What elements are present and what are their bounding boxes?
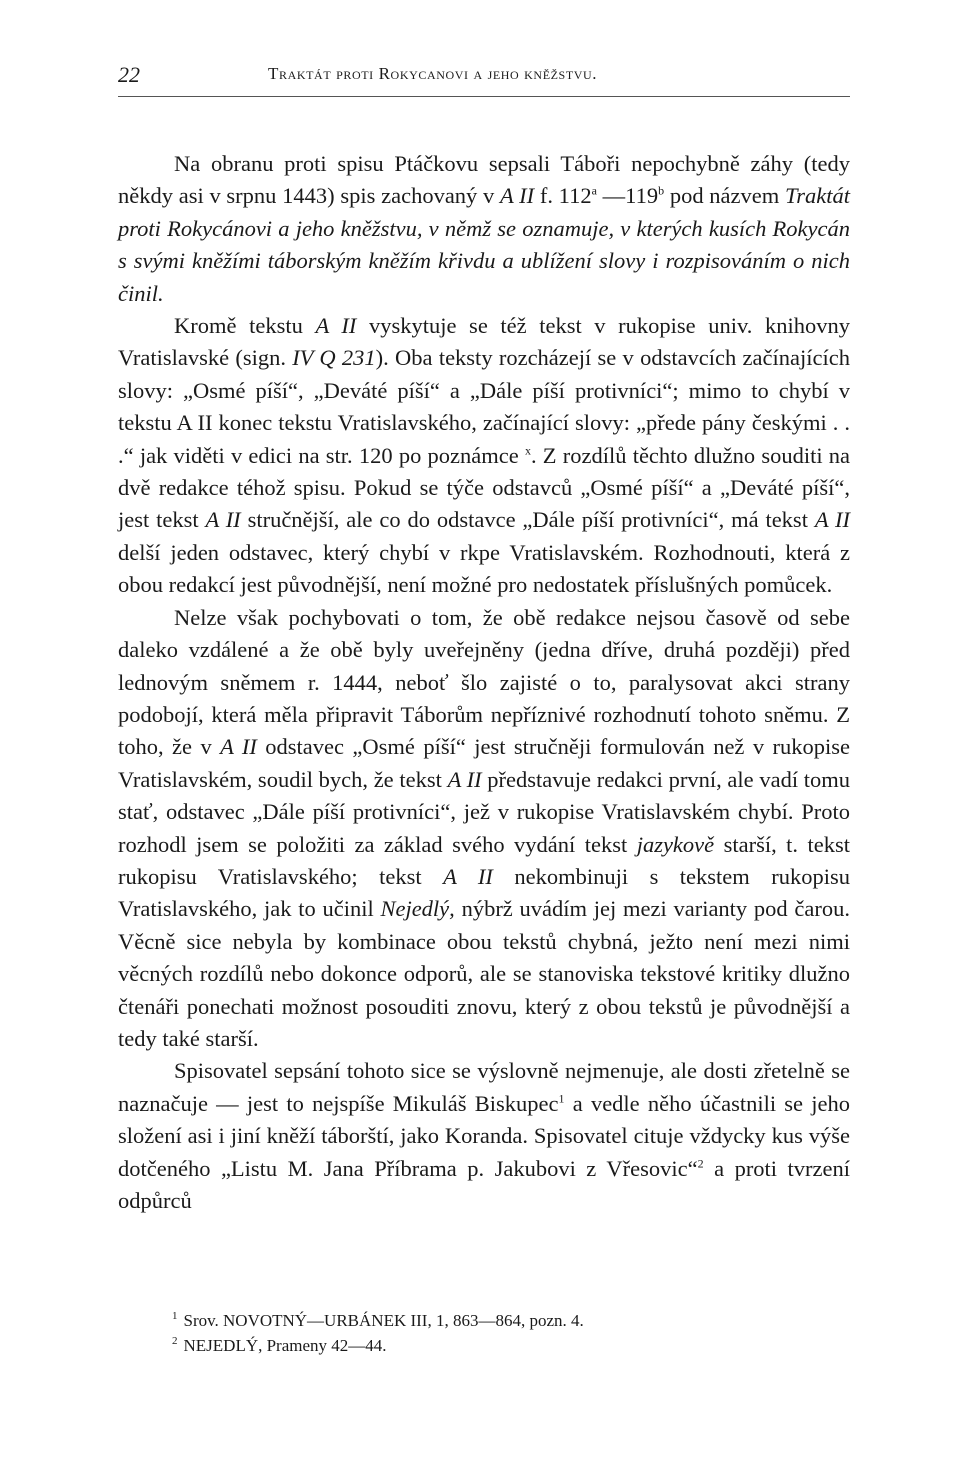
page-number: 22 [118,62,140,87]
page-header [118,62,850,102]
footnote-text: NEJEDLÝ, Prameny 42—44. [183,1336,387,1355]
footnote-mark: 2 [172,1335,178,1348]
body-text [118,148,850,1217]
treatise-title: Traktát proti Rokycánovi a jeho kněžstvu, v němž se oznamuje, v kterých kusích Rokycán s svými kněžími táborským kněžím křivdu a ublížení slovy i rozpisováním o nich činil. [118,183,851,306]
running-title: Traktát proti Rokycanovi a jeho kněžstvu. [268,64,598,83]
footnote-mark: 1 [172,1310,178,1323]
paragraph-3: Nelze však pochybovati o tom, že obě redakce nejsou časově od sebe daleko vzdálené a že obě byly uveřejněny (jedna dříve, druhá později) před lednovým sněmem r. 1444, neboť šlo zajisté o to, paralysovat akci strany podobojí, která měla připravit Táborům nepříznivé rozhodnutí tohoto sněmu. Z toho, že v A II odstavec „Osmé píší“ jest stručněji formulován než v rukopise Vratislavském, soudil bych, že tekst A II představuje redakci první, ale vadí tomu stať, odstavec „Dále píší protivníci“, jež v rukopise Vratislavském chybí. Proto rozhodl jsem se položiti za základ svého vydání tekst jazykově starší, t. tekst rukopisu Vratislavského; tekst A II nekombinuji s tekstem rukopisu Vratislavského, jak to učinil Nejedlý, nýbrž uvádím jej mezi varianty pod čarou. Věcně sice nebyla by kombinace obou tekstů chybná, ježto není mezi nimi věcných rozdílů nebo dokonce odporů, ale se stanoviska tekstové kritiky dlužno čtenáři ponechati možnost posouditi znovu, který z obou tekstů je původnější a tedy také starší. [118,604,851,1051]
footnote-ref-1: 1 [558,1091,565,1106]
paragraph-1: Na obranu proti spisu Ptáčkovu sepsali Táboři nepochybně záhy (tedy někdy asi v srpnu 1443) spis zachovaný v A II f. 112$^a$ —119$^b$ pod názvem Traktát proti Rokycánovi a jeho kněžstvu, v němž se oznamuje, v kterých kusích Rokycán s svými kněžími táborským kněžím křivdu a ublížení slovy i rozpisováním o nich činil. [118,151,851,306]
footnote-ref-2: 2 [697,1156,704,1171]
paragraph-2: Kromě tekstu A II vyskytuje se též tekst v rukopise univ. knihovny Vratislavské (sign. IV Q 231). Oba teksty rozcházejí se v odstavcích začínajících slovy: „Osmé píší“, „Deváté píší“ a „Dále píší protivníci“; mimo to chybí v tekstu A II konec tekstu Vratislavského, začínající slovy: „přede pány českými . . .“ jak viděti v edici na str. 120 po poznámce $^x$. Z rozdílů těchto dlužno souditi na dvě redakce téhož spisu. Pokud se týče odstavců „Osmé píší“ a „Deváté píší“, jest tekst A II stručnější, ale co do odstavce „Dále píší protivníci“, má tekst A II delší jeden odstavec, který chybí v rkpe Vratislavském. Rozhodnouti, která z obou redakcí jest původnější, není možné pro nedostatek příslušných pomůcek. [118,313,851,598]
footnote-text: Srov. NOVOTNÝ—URBÁNEK III, 1, 863—864, pozn. 4. [183,1311,584,1330]
footnotes [172,1308,850,1358]
header-rule [118,96,850,97]
footnote [172,1333,850,1358]
footnote [172,1308,850,1333]
paragraph-4: Spisovatel sepsání tohoto sice se výslovně nejmenuje, ale dosti zřetelně se naznačuje — jest to nejspíše Mikuláš Biskupec$^1$ a vedle něho účastnili se jeho složení asi i jiní kněží táborští, jako Koranda. Spisovatel cituje vždycky kus výše dotčeného „Listu M. Jana Příbrama p. Jakubovi z Vřesovic“$^2$ a proti tvrzení odpůrců [118,1058,851,1213]
